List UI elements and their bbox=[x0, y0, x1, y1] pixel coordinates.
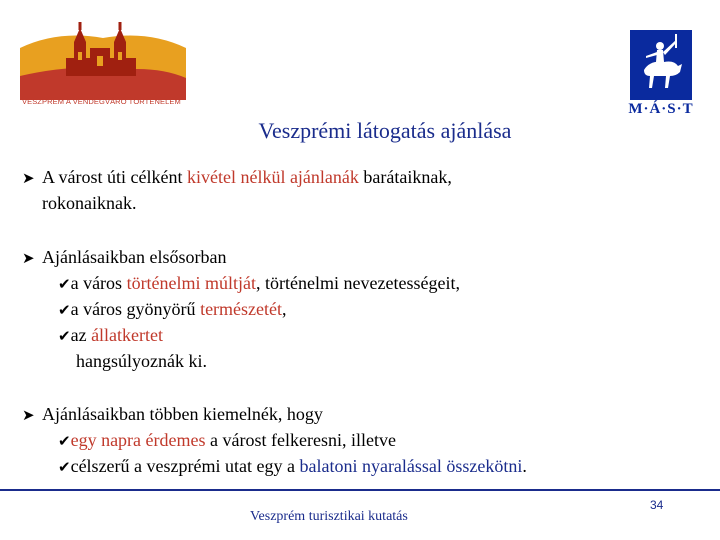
horse-rider-icon bbox=[630, 30, 692, 100]
page-title: Veszprémi látogatás ajánlása bbox=[258, 118, 512, 143]
text-run: az bbox=[70, 325, 92, 345]
sub-item bbox=[58, 298, 287, 321]
page-number: 34 bbox=[650, 498, 664, 512]
text-run: a város gyönyörű bbox=[70, 299, 201, 319]
bullet-text: Ajánlásaikban elsősorban bbox=[42, 247, 227, 267]
sub-item bbox=[58, 324, 163, 347]
text-run: a várost felkeresni, illetve bbox=[205, 430, 396, 450]
bullet-item bbox=[22, 246, 226, 270]
checkmark-icon: ✔ bbox=[58, 458, 71, 476]
bullet-text: Ajánlásaikban többen kiemelnék, hogy bbox=[42, 404, 323, 424]
checkmark-icon: ✔ bbox=[58, 327, 71, 345]
sub-item bbox=[58, 429, 396, 452]
text-run: . bbox=[522, 456, 527, 476]
text-run: célszerű a veszprémi utat egy a bbox=[70, 456, 300, 476]
text-run: balatoni nyaralással összekötni bbox=[299, 456, 523, 476]
arrow-bullet-icon: ➤ bbox=[22, 251, 35, 267]
sub-item bbox=[58, 455, 527, 478]
text-run: egy napra érdemes bbox=[70, 430, 206, 450]
sub-item bbox=[58, 272, 460, 295]
mast-logo bbox=[626, 28, 696, 120]
veszprem-logo bbox=[18, 8, 188, 108]
text-run: A várost úti célként bbox=[42, 167, 187, 187]
sub-continuation: hangsúlyoznák ki. bbox=[76, 351, 207, 371]
bullet-item bbox=[22, 166, 452, 190]
text-run: állatkertet bbox=[91, 325, 164, 345]
arrow-bullet-icon: ➤ bbox=[22, 171, 35, 187]
text-run: , történelmi nevezetességeit, bbox=[256, 273, 460, 293]
checkmark-icon: ✔ bbox=[58, 301, 71, 319]
text-run: a város bbox=[70, 273, 127, 293]
checkmark-icon: ✔ bbox=[58, 432, 71, 450]
arrow-bullet-icon: ➤ bbox=[22, 408, 35, 424]
text-run: , bbox=[282, 299, 287, 319]
footer-divider bbox=[0, 489, 720, 491]
text-run: barátaiknak, bbox=[358, 167, 452, 187]
text-run: természetét bbox=[200, 299, 283, 319]
bullet-continuation: rokonaiknak. bbox=[42, 193, 137, 213]
logo-text: M·Á·S·T bbox=[628, 101, 694, 117]
checkmark-icon: ✔ bbox=[58, 275, 71, 293]
text-run: történelmi múltját bbox=[126, 273, 257, 293]
bullet-item bbox=[22, 403, 323, 427]
text-run: kivétel nélkül ajánlanák bbox=[186, 167, 359, 187]
logo-caption: VESZPRÉM A VENDÉGVÁRÓ TÖRTÉNELEM bbox=[22, 97, 181, 106]
footer-text: Veszprém turisztikai kutatás bbox=[250, 509, 408, 524]
